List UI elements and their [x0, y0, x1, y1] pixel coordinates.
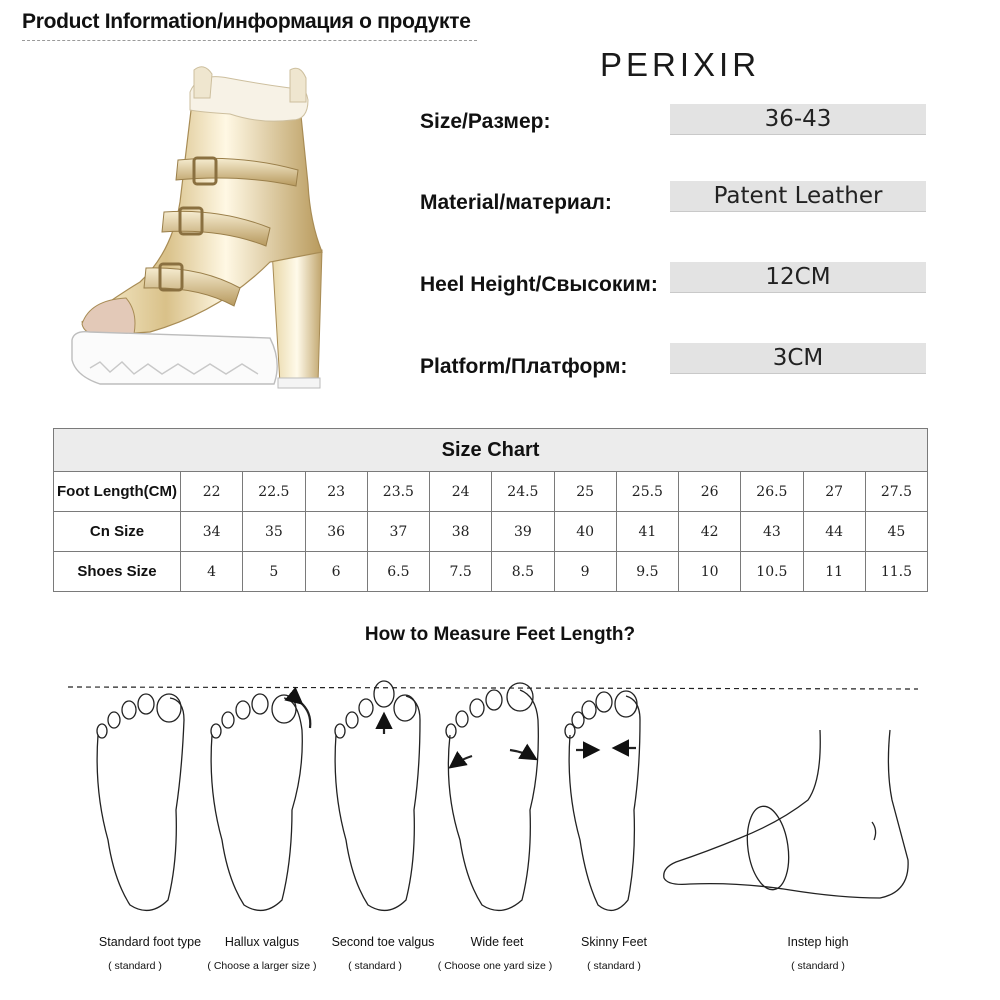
spec-heel-height-value: 12CM — [670, 262, 926, 293]
table-cell: 7.5 — [430, 552, 492, 592]
table-cell: 6.5 — [367, 552, 429, 592]
table-cell: 36 — [305, 512, 367, 552]
table-cell: 42 — [679, 512, 741, 552]
table-row-shoes-size — [54, 552, 928, 592]
foot-type-note: ( standard ) — [791, 960, 845, 972]
foot-standard-illustration — [97, 694, 184, 910]
foot-type-label: Second toe valgus — [331, 935, 435, 949]
table-cell: 11 — [803, 552, 865, 592]
table-cell: 9 — [554, 552, 616, 592]
size-chart-table — [53, 428, 928, 592]
foot-skinny-illustration — [565, 691, 640, 910]
foot-type-label: Wide feet — [470, 935, 524, 949]
table-cell: 11.5 — [865, 552, 927, 592]
table-cell: 6 — [305, 552, 367, 592]
page-title: Product Information/информация о продукте — [22, 10, 471, 33]
product-image-boot — [60, 62, 360, 402]
table-cell: 34 — [181, 512, 243, 552]
table-cell: 8.5 — [492, 552, 554, 592]
foot-type-label: Skinny Feet — [580, 935, 648, 949]
foot-type-label: Hallux valgus — [224, 935, 300, 949]
row-header: Foot Length(CM) — [54, 472, 181, 512]
brand-name: PERIXIR — [600, 46, 761, 83]
table-cell: 5 — [243, 552, 305, 592]
table-cell: 26 — [679, 472, 741, 512]
table-cell: 9.5 — [616, 552, 678, 592]
table-cell: 43 — [741, 512, 803, 552]
spec-platform-label: Platform/Платформ: — [420, 355, 628, 378]
table-cell: 10 — [679, 552, 741, 592]
table-cell: 26.5 — [741, 472, 803, 512]
foot-type-note: ( standard ) — [348, 960, 402, 972]
table-row-cn-size — [54, 512, 928, 552]
table-cell: 41 — [616, 512, 678, 552]
title-underline — [22, 40, 477, 41]
spec-material-label: Material/материал: — [420, 191, 612, 214]
foot-hallux-valgus-illustration — [211, 694, 310, 910]
table-cell: 24.5 — [492, 472, 554, 512]
table-cell: 27.5 — [865, 472, 927, 512]
table-cell: 22 — [181, 472, 243, 512]
spec-heel-height-label: Heel Height/Свысоким: — [420, 273, 658, 296]
row-header: Shoes Size — [54, 552, 181, 592]
table-cell: 23 — [305, 472, 367, 512]
foot-wide-illustration — [446, 683, 538, 910]
foot-type-note: ( Choose a larger size ) — [207, 960, 317, 972]
foot-type-label: Instep high — [787, 935, 849, 949]
feet-illustrations — [0, 670, 1000, 1000]
table-cell: 38 — [430, 512, 492, 552]
table-cell: 25.5 — [616, 472, 678, 512]
table-cell: 45 — [865, 512, 927, 552]
foot-instep-high-illustration — [664, 730, 908, 898]
row-header: Cn Size — [54, 512, 181, 552]
toe-reference-line — [68, 687, 918, 689]
foot-type-note: ( standard ) — [587, 960, 641, 972]
size-chart-title: Size Chart — [54, 429, 928, 472]
table-cell: 22.5 — [243, 472, 305, 512]
spec-platform-value: 3CM — [670, 343, 926, 374]
table-cell: 10.5 — [741, 552, 803, 592]
table-cell: 44 — [803, 512, 865, 552]
foot-type-note: ( standard ) — [108, 960, 162, 972]
table-row-foot-length — [54, 472, 928, 512]
table-cell: 25 — [554, 472, 616, 512]
table-cell: 37 — [367, 512, 429, 552]
foot-type-note: ( Choose one yard size ) — [437, 960, 553, 972]
foot-second-toe-valgus-illustration — [335, 681, 420, 910]
table-cell: 4 — [181, 552, 243, 592]
table-cell: 35 — [243, 512, 305, 552]
table-cell: 27 — [803, 472, 865, 512]
spec-size-value: 36-43 — [670, 104, 926, 135]
spec-material-value: Patent Leather — [670, 181, 926, 212]
table-cell: 39 — [492, 512, 554, 552]
table-cell: 23.5 — [367, 472, 429, 512]
spec-size-label: Size/Размер: — [420, 110, 551, 133]
table-cell: 40 — [554, 512, 616, 552]
measure-section-title: How to Measure Feet Length? — [364, 624, 636, 645]
foot-type-label: Standard foot type — [98, 935, 202, 949]
table-cell: 24 — [430, 472, 492, 512]
